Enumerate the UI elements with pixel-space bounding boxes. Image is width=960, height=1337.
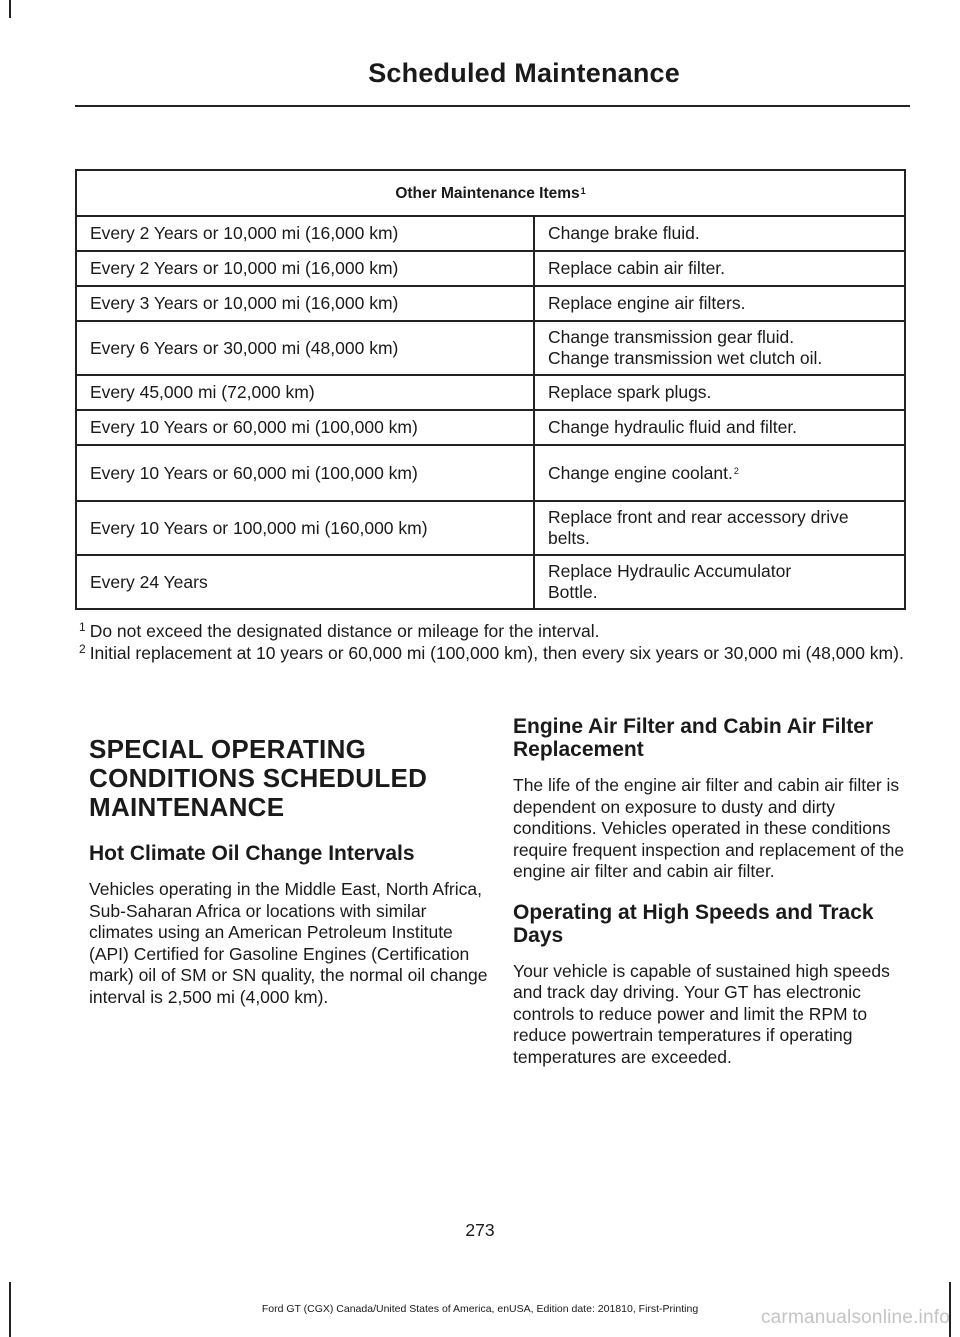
interval-cell: Every 24 Years — [76, 555, 534, 609]
hot-climate-text: Vehicles operating in the Middle East, North Africa, Sub-Saharan Africa or locations with similar climates using an American Petroleum Institute (API) Certified for Gasoline Engines (Certification mark) oil of SM or SN quality, the normal oil change interval is 2,500 mi (4,000 km). — [89, 879, 488, 1007]
left-column — [89, 735, 489, 1008]
interval-cell: Every 2 Years or 10,000 mi (16,000 km) — [76, 251, 534, 286]
table-row — [76, 375, 905, 410]
action-cell: Replace Hydraulic Accumulator Bottle. — [534, 555, 905, 609]
page-number: 273 — [465, 1220, 495, 1240]
interval-cell: Every 6 Years or 30,000 mi (48,000 km) — [76, 321, 534, 375]
edition-info: Ford GT (CGX) Canada/United States of America, enUSA, Edition date: 201810, First-Printing — [261, 1303, 699, 1315]
table-title-footnote-mark: 1 — [580, 185, 586, 196]
footnote: $^2$ Initial replacement at 10 years or 60,000 mi (100,000 km), then every six years or 30,000 mi (48,000 km). — [79, 642, 904, 663]
table-row — [76, 216, 905, 251]
table-row — [76, 445, 905, 501]
table-title: Other Maintenance Items$^1$ — [76, 170, 905, 216]
action-cell: Change hydraulic fluid and filter. — [534, 410, 905, 445]
right-column — [513, 715, 908, 1068]
crop-mark — [9, 0, 11, 18]
action-cell: Change engine coolant.$^2$ — [534, 445, 905, 501]
air-filter-text: The life of the engine air filter and cabin air filter is dependent on exposure to dusty and dirty conditions. Vehicles operated in these conditions require frequent inspection and replacement of the engine air filter and cabin air filter. — [513, 775, 905, 881]
action-cell: Change brake fluid. — [534, 216, 905, 251]
interval-cell: Every 10 Years or 60,000 mi (100,000 km) — [76, 445, 534, 501]
interval-cell: Every 10 Years or 100,000 mi (160,000 km) — [76, 501, 534, 555]
interval-cell: Every 10 Years or 60,000 mi (100,000 km) — [76, 410, 534, 445]
action-cell: Replace front and rear accessory drive belts. — [534, 501, 905, 555]
action-cell: Replace engine air filters. — [534, 286, 905, 321]
table-row — [76, 321, 905, 375]
action-cell: Replace cabin air filter. — [534, 251, 905, 286]
table-row — [76, 501, 905, 555]
table-footnotes — [78, 621, 908, 665]
hot-climate-heading: Hot Climate Oil Change Intervals — [89, 842, 415, 865]
high-speed-heading: Operating at High Speeds and Track Days — [513, 900, 874, 947]
header-divider — [75, 105, 910, 107]
action-cell: Change transmission gear fluid. Change transmission wet clutch oil. — [534, 321, 905, 375]
footnote: $^1$ Do not exceed the designated distance or mileage for the interval. — [79, 620, 600, 641]
interval-cell: Every 45,000 mi (72,000 km) — [76, 375, 534, 410]
high-speed-text: Your vehicle is capable of sustained high speeds and track day driving. Your GT has electronic controls to reduce power and limit the RPM to reduce powertrain temperatures if operating temperatures are exceeded. — [513, 960, 890, 1067]
section-title: SPECIAL OPERATING CONDITIONS SCHEDULED MAINTENANCE — [89, 734, 428, 822]
maintenance-table — [75, 169, 906, 610]
table-row — [76, 410, 905, 445]
action-cell: Replace spark plugs. — [534, 375, 905, 410]
air-filter-heading: Engine Air Filter and Cabin Air Filter Replacement — [513, 715, 874, 761]
watermark: carmanualsonline.info — [760, 1307, 950, 1328]
page-title: Scheduled Maintenance — [368, 58, 680, 88]
table-row — [76, 251, 905, 286]
table-row — [76, 555, 905, 609]
table-row — [76, 286, 905, 321]
interval-cell: Every 2 Years or 10,000 mi (16,000 km) — [76, 216, 534, 251]
interval-cell: Every 3 Years or 10,000 mi (16,000 km) — [76, 286, 534, 321]
coolant-footnote-mark: 2 — [733, 465, 739, 476]
